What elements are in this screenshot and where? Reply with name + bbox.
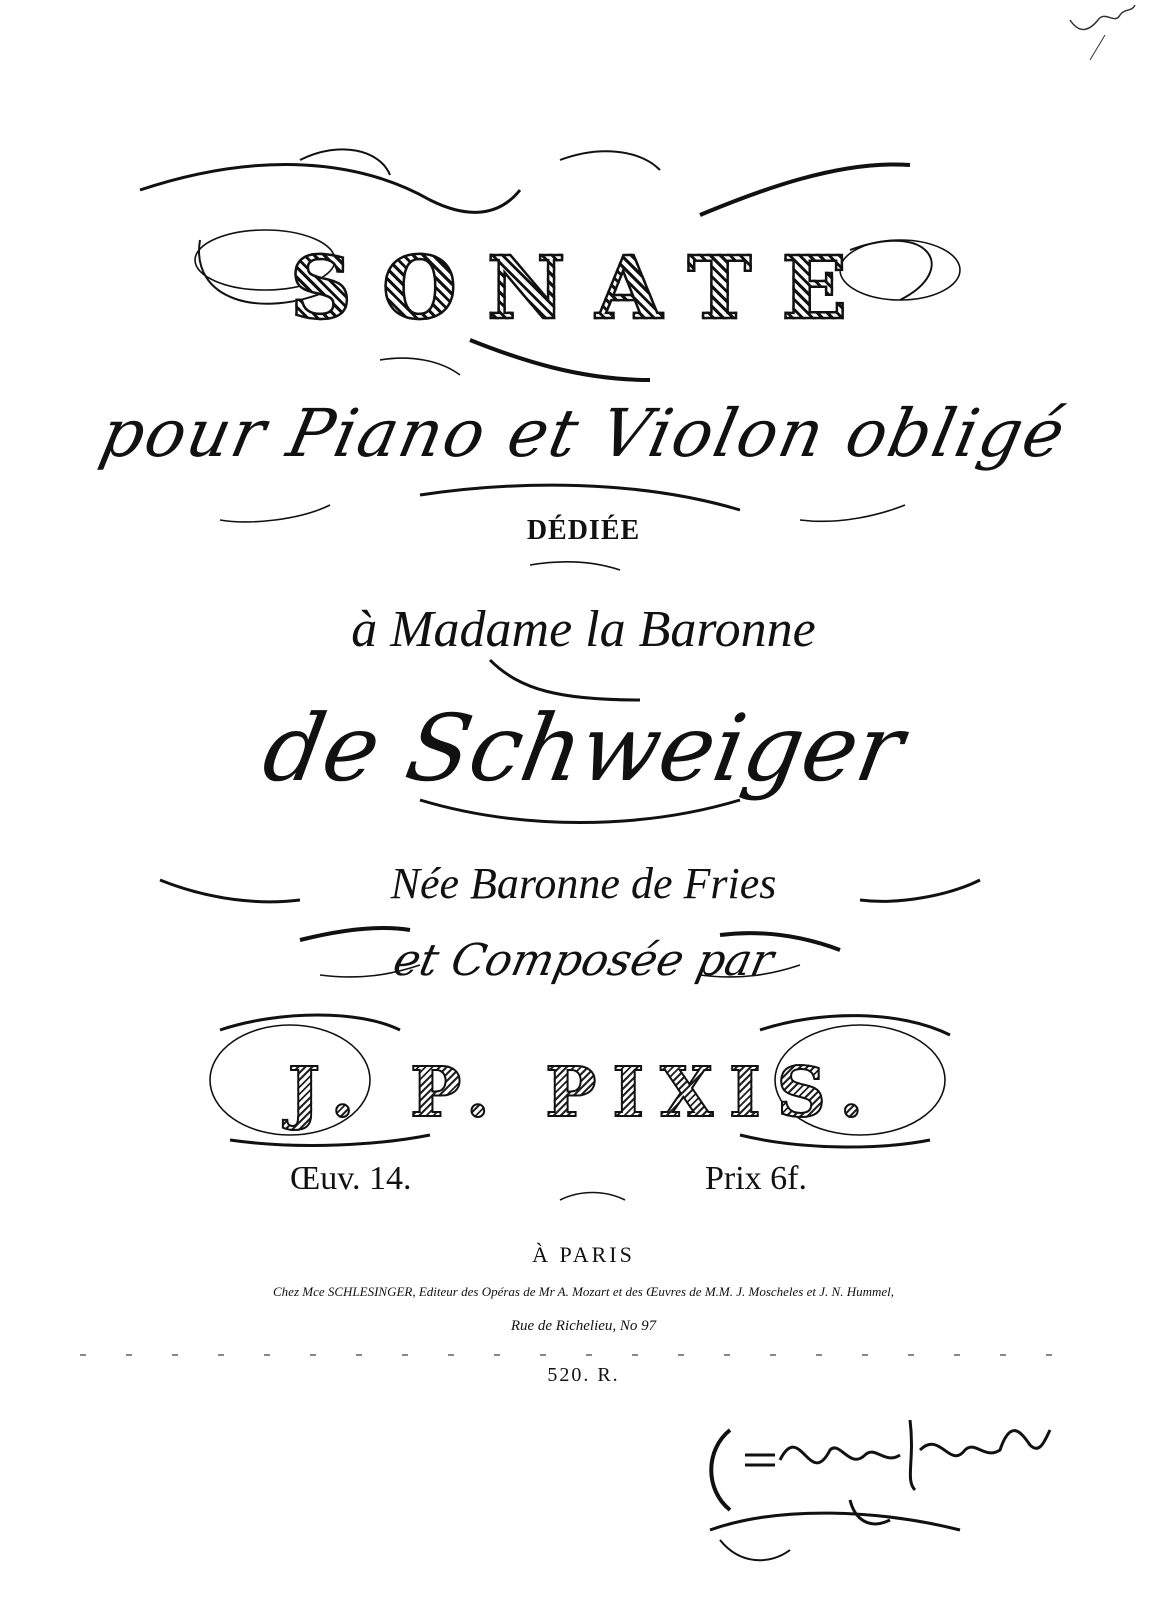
dedicatee-line-3: Née Baronne de Fries: [390, 859, 777, 908]
publication-city: À PARIS: [532, 1242, 635, 1267]
plate-number: 520. R.: [547, 1364, 620, 1386]
sonata-title: SONATE: [0, 238, 1167, 339]
publisher-line: Chez Mce SCHLESINGER, Editeur des Opéras de Mr A. Mozart et des Œuvres de M.M. J. Moscheles et J. N. Hummel,: [273, 1284, 894, 1299]
price: Prix 6f.: [705, 1160, 807, 1197]
dedicatee-line-1: à Madame la Baronne: [351, 601, 816, 658]
opus-number: Œuv. 14.: [290, 1160, 412, 1197]
composed-by-label: et Composée par: [388, 935, 779, 986]
publisher-address: Rue de Richelieu, No 97: [510, 1318, 657, 1334]
dedication-label: DÉDIÉE: [526, 515, 641, 546]
corner-stamp-pixis: [1060, 0, 1140, 70]
instrumentation-subtitle: pour Piano et Violon obligé: [93, 395, 1074, 472]
handwritten-signature: [700, 1400, 1060, 1570]
dedicatee-line-2: de Schweiger: [255, 695, 912, 802]
composer-name: J. P. PIXIS.: [0, 1053, 1167, 1133]
